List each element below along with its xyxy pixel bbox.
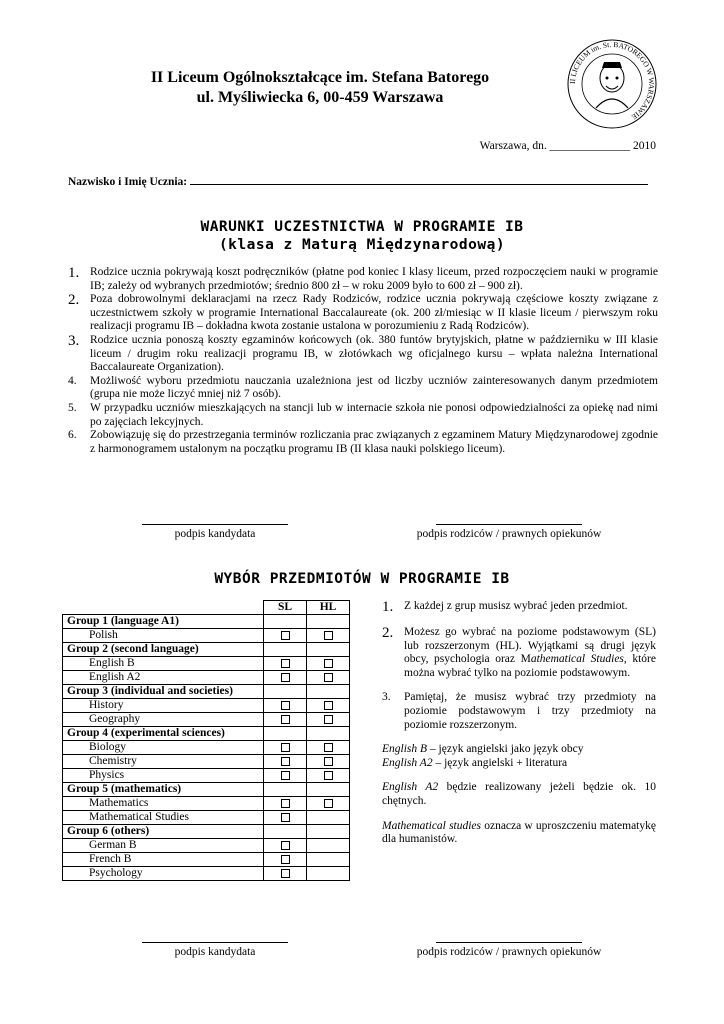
conditions-title: WARUNKI UCZESTNICTWA W PROGRAMIE IB — [200, 219, 524, 235]
group-label: Group 2 (second language) — [63, 643, 264, 657]
subject-name: Polish — [63, 629, 264, 643]
subject-name: Mathematical Studies — [63, 811, 264, 825]
group-row — [63, 727, 350, 741]
subject-name: Mathematics — [63, 797, 264, 811]
math-studies-note: Mathematical studies oznacza w uproszczeniu matematykę dla humanistów. — [382, 819, 656, 846]
subject-name: Chemistry — [63, 755, 264, 769]
table-row — [63, 867, 350, 881]
sl-checkbox[interactable] — [281, 715, 290, 724]
sl-checkbox[interactable] — [281, 631, 290, 640]
table-row — [63, 811, 350, 825]
parents-signature-1: podpis rodziców / prawnych opiekunów — [406, 524, 612, 540]
subject-name: Physics — [63, 769, 264, 783]
subject-name: French B — [63, 853, 264, 867]
svg-text:II LICEUM im. St. BATOREGO W W: II LICEUM im. St. BATOREGO W WARSZAWIE — [567, 39, 657, 122]
parents-signature-2: podpis rodziców / prawnych opiekunów — [406, 942, 612, 958]
list-item: 3. Rodzice ucznia ponoszą koszty egzaminów końcowych (ok. 380 funtów brytyjskich, płatne w październiku w III klasie liceum / drugim roku realizacji programu IB, w złotówkach wg oficjalnego kursu – wpłata należna International Baccalaureate Organization). — [68, 332, 658, 374]
student-name-field[interactable] — [190, 174, 648, 185]
conditions-subtitle: (klasa z Maturą Międzynarodową) — [218, 237, 506, 253]
instructions — [382, 600, 656, 858]
group-label: Group 3 (individual and societies) — [63, 685, 264, 699]
group-label: Group 4 (experimental sciences) — [63, 727, 264, 741]
list-item: 5. W przypadku uczniów mieszkających na stancji lub w internacie szkoła nie ponosi odpowiedzialności za opiekę nad nimi po zajęciach lekcyjnych. — [68, 401, 658, 428]
subjects-title: WYBÓR PRZEDMIOTÓW W PROGRAMIE IB — [214, 571, 510, 587]
table-row — [63, 769, 350, 783]
group-row — [63, 643, 350, 657]
student-name-label: Nazwisko i Imię Ucznia: — [68, 176, 188, 188]
list-item: 6. Zobowiązuję się do przestrzegania terminów rozliczania prac związanych z egzaminem Matury Międzynarodowej zgodnie z harmonogramem ustalonym na początku programu IB (II klasa nauki polskiego liceum). — [68, 429, 658, 455]
candidate-signature-2: podpis kandydata — [142, 942, 288, 958]
group-row — [63, 615, 350, 629]
hl-checkbox[interactable] — [324, 771, 333, 780]
subject-name: German B — [63, 839, 264, 853]
table-row — [63, 713, 350, 727]
subject-name: English A2 — [63, 671, 264, 685]
group-row — [63, 783, 350, 797]
subject-name: History — [63, 699, 264, 713]
group-label: Group 5 (mathematics) — [63, 783, 264, 797]
hl-checkbox[interactable] — [324, 757, 333, 766]
hl-checkbox[interactable] — [324, 743, 333, 752]
table-row — [63, 741, 350, 755]
table-row — [63, 755, 350, 769]
hl-checkbox[interactable] — [324, 799, 333, 808]
group-row — [63, 825, 350, 839]
conditions-list — [68, 266, 658, 456]
student-name-line — [68, 174, 658, 188]
subject-name: English B — [63, 657, 264, 671]
rule-item: 1. Z każdej z grup musisz wybrać jeden przedmiot. — [382, 599, 628, 615]
subjects-table — [62, 600, 350, 881]
list-item: 2. Poza dobrowolnymi deklaracjami na rzecz Rady Rodziców, rodzice ucznia pokrywają częściowe koszty związane z uczestnictwem szkoły w programie International Baccalaureate (ok. 200 zł/miesiąc w II klasie liceum / pierwszym roku realizacji programu IB – dokładna kwota zostanie ustalona w porozumieniu z Radą Rodziców). — [68, 292, 658, 333]
subject-name: Biology — [63, 741, 264, 755]
list-item: 4. Możliwość wyboru przedmiotu nauczania uzależniona jest od liczby uczniów zainteresowanych danym przedmiotem (grupa nie może liczyć mniej niż 7 osób). — [68, 374, 658, 401]
table-row — [63, 671, 350, 685]
hl-checkbox[interactable] — [324, 631, 333, 640]
table-row — [63, 797, 350, 811]
table-row — [63, 629, 350, 643]
sl-checkbox[interactable] — [281, 743, 290, 752]
school-name: II Liceum Ogólnokształcące im. Stefana Batorego — [150, 69, 490, 86]
sl-header: SL — [264, 601, 307, 615]
group-row — [63, 685, 350, 699]
sl-checkbox[interactable] — [281, 701, 290, 710]
table-row — [63, 839, 350, 853]
sl-checkbox[interactable] — [281, 799, 290, 808]
rule-item: 2. Możesz go wybrać na poziome podstawowym (SL) lub rozszerzonym (HL). Wyjątkami są drugi język obcy, psychologia oraz Mathematical Studies, które można wybrać tylko na poziomie podstawowym. — [382, 625, 656, 679]
subject-name: Geography — [63, 713, 264, 727]
rule-item: 3. Pamiętaj, że musisz wybrać trzy przedmioty na poziomie podstawowym i trzy przedmioty na poziomie rozszerzonym. — [382, 691, 656, 731]
hl-checkbox[interactable] — [324, 673, 333, 682]
candidate-signature-1: podpis kandydata — [142, 524, 288, 540]
sl-checkbox[interactable] — [281, 855, 290, 864]
english-notes: English B – język angielski jako język obcy English A2 – język angielski + literatura — [382, 743, 584, 769]
sl-checkbox[interactable] — [281, 771, 290, 780]
hl-checkbox[interactable] — [324, 701, 333, 710]
school-seal-logo — [566, 38, 658, 130]
hl-header: HL — [307, 601, 350, 615]
group-label: Group 1 (language A1) — [63, 615, 264, 629]
school-address: ul. Myśliwiecka 6, 00-459 Warszawa — [196, 89, 444, 106]
english-a2-note: English A2 będzie realizowany jeżeli będzie ok. 10 chętnych. — [382, 781, 656, 807]
group-label: Group 6 (others) — [63, 825, 264, 839]
list-item: 1. Rodzice ucznia pokrywają koszt podręczników (płatne pod koniec I klasy liceum, przed rozpoczęciem nauki w programie IB; zależy od wybranych przedmiotów; średnio 800 zł – w roku 2009 było to 600 zł – 900 zł). — [68, 265, 658, 292]
table-row — [63, 853, 350, 867]
hl-checkbox[interactable] — [324, 659, 333, 668]
table-row — [63, 699, 350, 713]
sl-checkbox[interactable] — [281, 869, 290, 878]
hl-checkbox[interactable] — [324, 715, 333, 724]
table-row — [63, 657, 350, 671]
sl-checkbox[interactable] — [281, 841, 290, 850]
date-line: Warszawa, dn. ______________ 2010 — [479, 140, 656, 152]
sl-checkbox[interactable] — [281, 673, 290, 682]
sl-checkbox[interactable] — [281, 757, 290, 766]
sl-checkbox[interactable] — [281, 659, 290, 668]
sl-checkbox[interactable] — [281, 813, 290, 822]
subject-name: Psychology — [63, 867, 264, 881]
